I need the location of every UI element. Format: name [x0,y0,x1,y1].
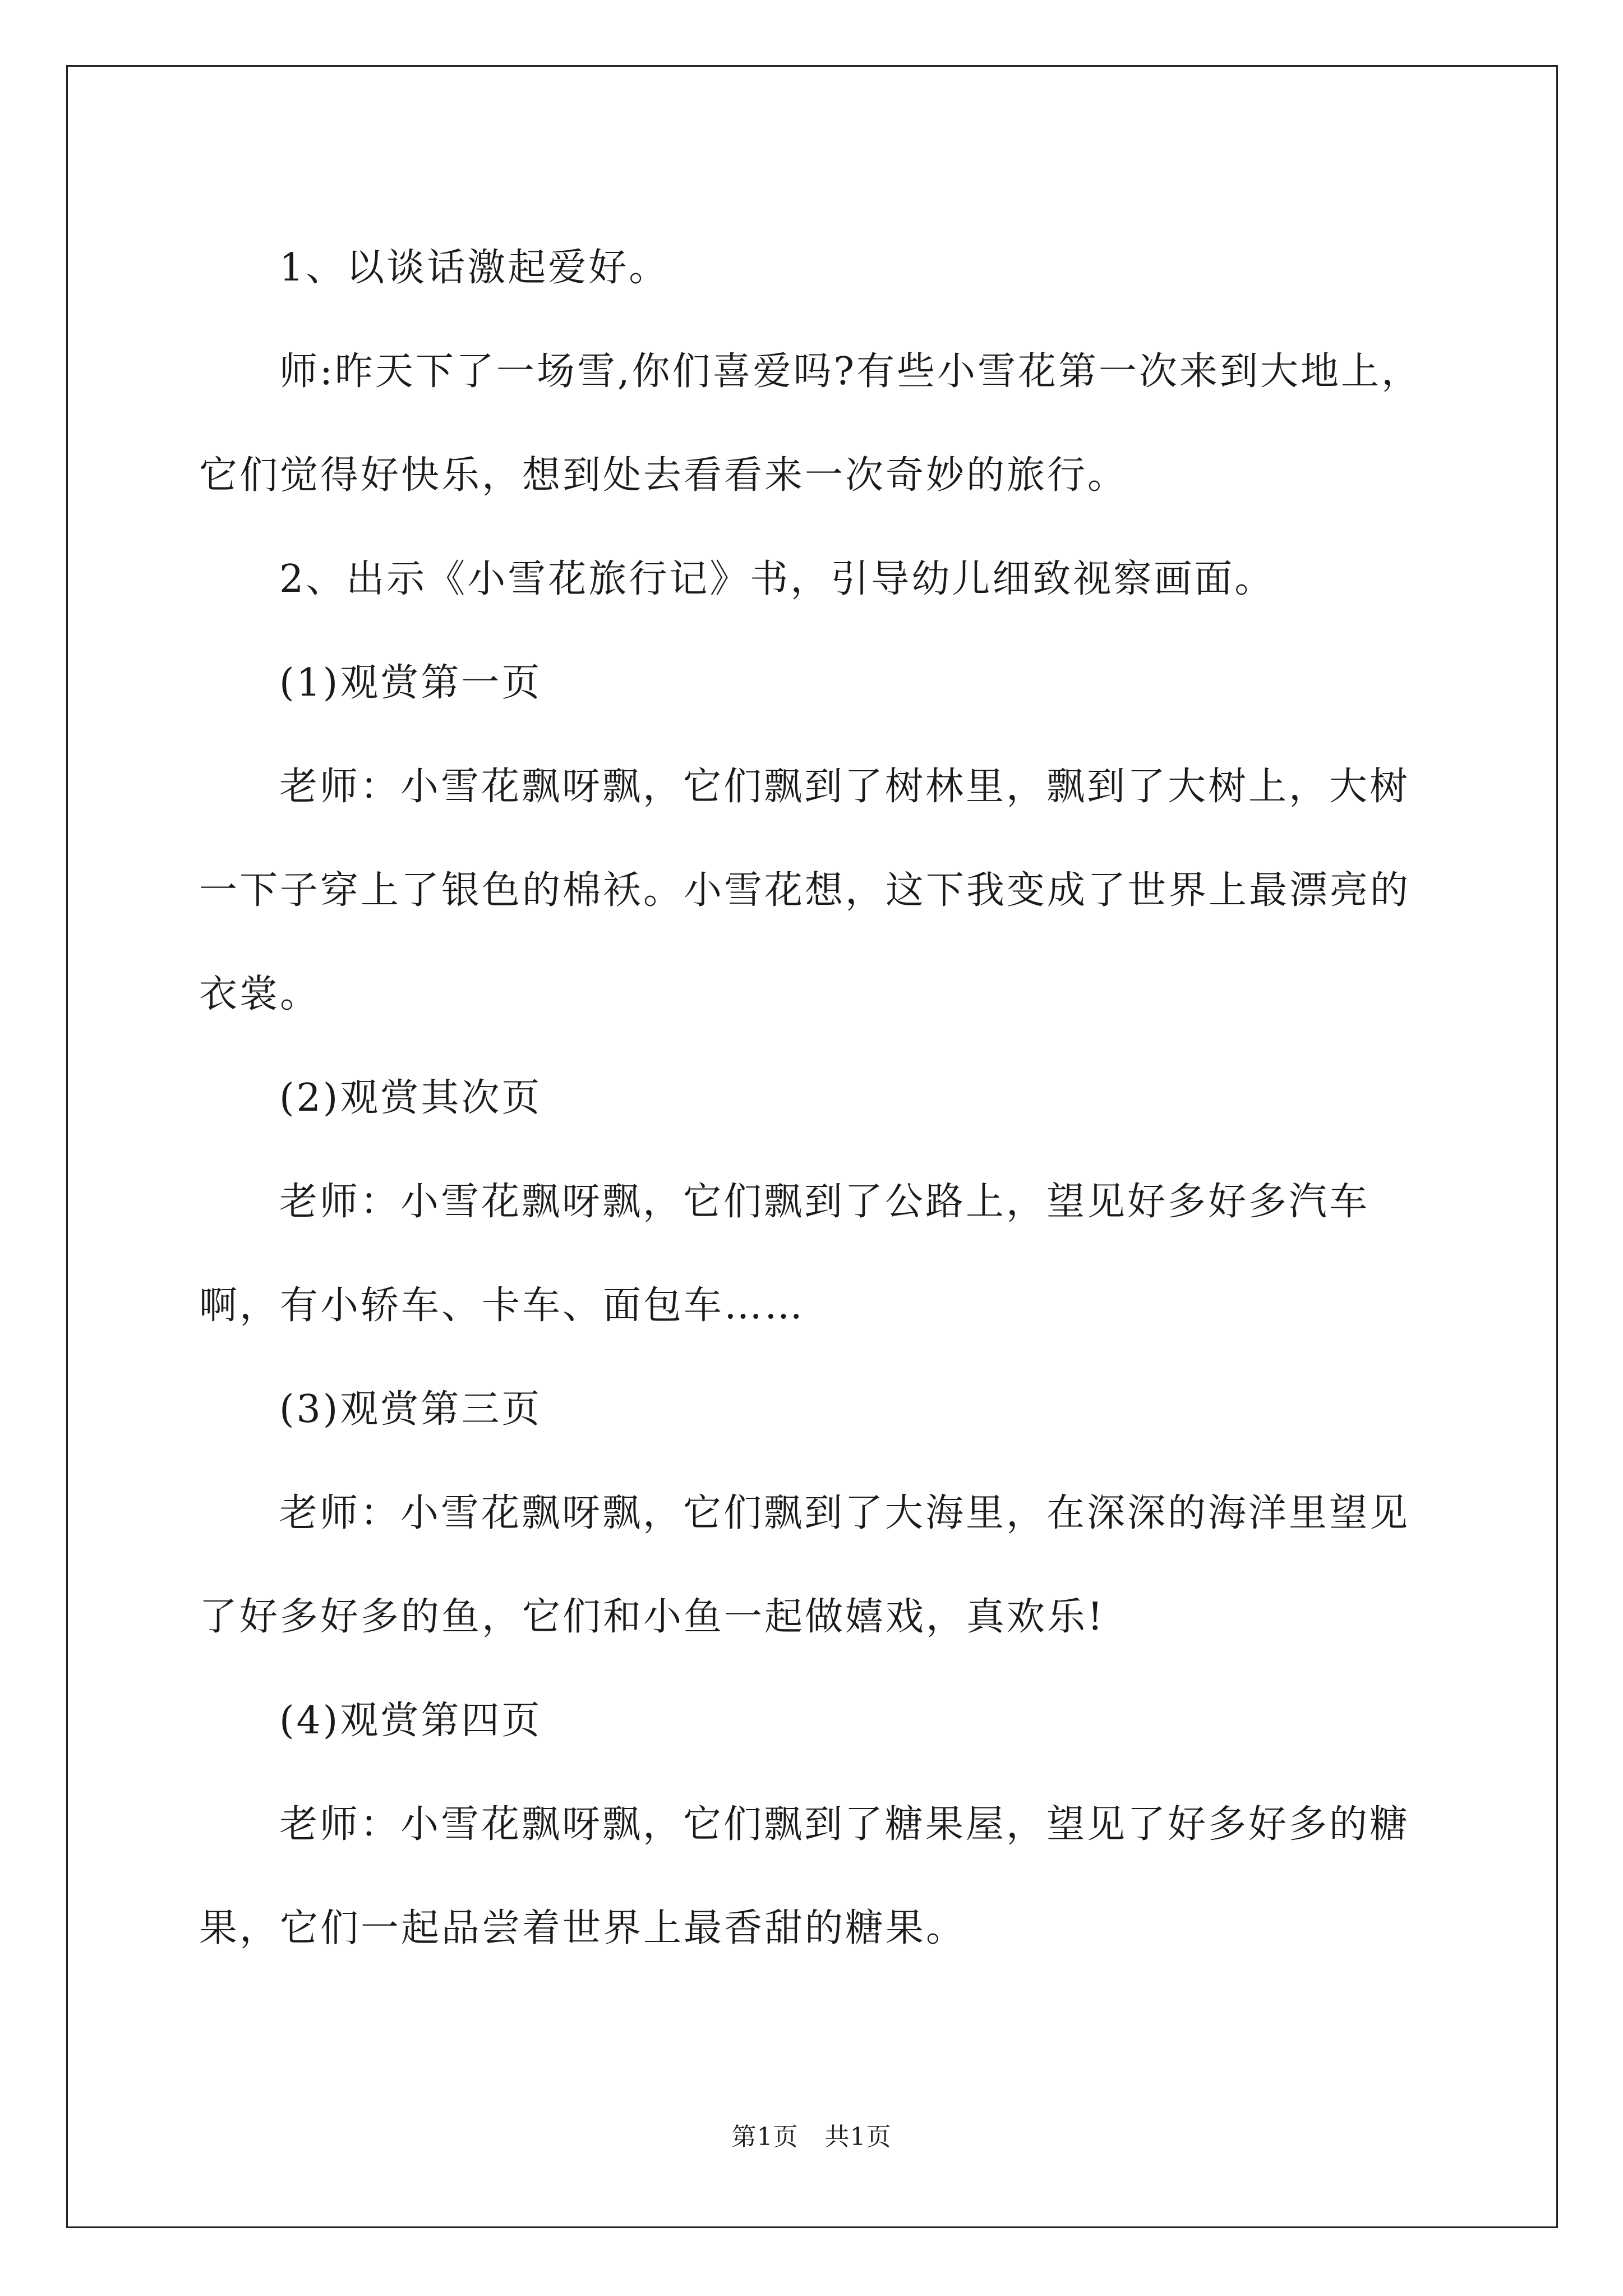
page-footer [0,2120,1623,2154]
paragraph: 老师：小雪花飘呀飘，它们飘到了树林里，飘到了大树上，大树一下子穿上了银色的棉袄。小雪花想，这下我变成了世界上最漂亮的衣裳。 [199,765,1411,1016]
paragraph: (3)观赏第三页 [279,1387,542,1432]
paragraph: (4)观赏第四页 [279,1699,542,1743]
paragraph: 1、以谈话激起爱好。 [279,246,670,290]
page-number-current: 第1页 [731,2123,799,2151]
document-body [199,216,1450,1980]
paragraph: 老师：小雪花飘呀飘，它们飘到了公路上，望见好多好多汽车啊，有小轿车、卡车、面包车…… [199,1180,1370,1328]
paragraph: 老师：小雪花飘呀飘，它们飘到了大海里，在深深的海洋里望见了好多好多的鱼，它们和小鱼一起做嬉戏，真欢乐! [199,1491,1410,1639]
page-number-total: 共1页 [824,2123,892,2151]
paragraph: (1)观赏第一页 [279,661,542,705]
paragraph: 2、出示《小雪花旅行记》书，引导幼儿细致视察画面。 [279,557,1275,601]
paragraph: 师:昨天下了一场雪,你们喜爱吗?有些小雪花第一次来到大地上，它们觉得好快乐，想到处去看看来一次奇妙的旅行。 [199,349,1422,498]
paragraph: (2)观赏其次页 [279,1076,542,1120]
paragraph: 老师：小雪花飘呀飘，它们飘到了糖果屋，望见了好多好多的糖果，它们一起品尝着世界上最香甜的糖果。 [199,1802,1410,1950]
